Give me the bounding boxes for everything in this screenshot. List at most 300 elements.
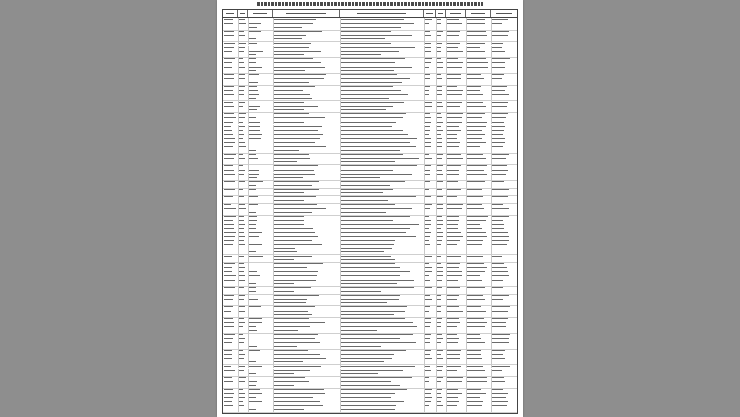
cell-text-mark [274,295,319,296]
cell-text-mark [341,259,395,260]
cell-text-mark [467,23,485,24]
table-cell [466,207,492,215]
column-header-text-mark [496,13,512,14]
cell-text-mark [467,350,481,351]
cell-text-mark [249,177,257,178]
cell-text-mark [437,358,443,359]
cell-text-mark [425,51,431,52]
cell-text-mark [467,216,488,217]
cell-text-mark [447,280,458,281]
table-cell [446,157,467,165]
cell-text-mark [447,322,460,323]
cell-text-mark [249,90,258,91]
cell-text-mark [274,389,324,390]
cell-text-mark [239,397,245,398]
cell-text-mark [274,212,312,213]
cell-text-mark [274,122,304,123]
cell-text-mark [224,318,233,319]
cell-text-mark [467,113,485,114]
cell-text-mark [467,354,481,355]
cell-text-mark [467,370,485,371]
cell-text-mark [492,256,502,257]
table-cell [223,286,239,294]
cell-text-mark [341,361,384,362]
cell-text-mark [437,196,443,197]
table-cell [273,145,341,153]
cell-text-mark [249,389,260,390]
cell-text-mark [467,220,486,221]
cell-text-mark [239,165,243,166]
cell-text-mark [341,78,410,79]
cell-text-mark [249,299,258,300]
cell-text-mark [274,248,295,249]
cell-text-mark [249,134,262,135]
cell-text-mark [447,189,461,190]
cell-text-mark [239,220,244,221]
cell-text-mark [467,342,485,343]
table-cell [223,298,239,306]
cell-text-mark [249,185,256,186]
cell-text-mark [492,405,507,406]
cell-text-mark [239,338,245,339]
cell-text-mark [447,244,457,245]
table-cell [340,34,425,42]
cell-text-mark [492,174,506,175]
cell-text-mark [425,102,432,103]
cell-text-mark [249,38,256,39]
cell-text-mark [425,358,432,359]
cell-text-mark [341,236,416,237]
cell-text-mark [239,350,243,351]
cell-text-mark [467,154,483,155]
cell-text-mark [274,189,319,190]
cell-text-mark [274,161,297,162]
cell-text-mark [467,401,483,402]
table-cell [273,207,341,215]
cell-text-mark [447,181,458,182]
cell-text-mark [467,51,485,52]
cell-text-mark [467,196,483,197]
cell-text-mark [447,19,459,20]
cell-text-mark [425,381,429,382]
cell-text-mark [492,90,505,91]
table-cell [340,357,425,365]
cell-text-mark [437,23,441,24]
cell-text-mark [425,271,432,272]
cell-text-mark [224,334,235,335]
cell-text-mark [467,47,480,48]
cell-text-mark [492,138,505,139]
table-cell [446,188,467,196]
cell-text-mark [341,200,388,201]
cell-text-mark [467,117,482,118]
table-cell [491,65,517,73]
cell-text-mark [239,326,243,327]
table-cell [273,93,341,101]
cell-text-mark [274,19,316,20]
cell-text-mark [447,94,462,95]
cell-text-mark [447,196,457,197]
cell-text-mark [224,130,232,131]
cell-text-mark [239,102,245,103]
cell-text-mark [425,74,430,75]
cell-text-mark [249,291,256,292]
cell-text-mark [437,366,443,367]
table-cell [466,243,492,254]
cell-text-mark [467,134,485,135]
table-cell [248,50,274,58]
cell-text-mark [447,43,460,44]
cell-text-mark [447,236,463,237]
cell-text-mark [467,174,487,175]
table-cell [340,173,425,181]
cell-text-mark [447,204,463,205]
cell-text-mark [239,232,244,233]
table-cell [223,278,239,286]
cell-text-mark [249,86,257,87]
cell-text-mark [447,58,458,59]
table-cell [491,105,517,113]
table-cell [223,254,239,262]
cell-text-mark [341,31,391,32]
cell-text-mark [274,74,326,75]
cell-text-mark [249,67,262,68]
table-cell [491,309,517,317]
cell-text-mark [492,299,503,300]
cell-text-mark [492,280,503,281]
cell-text-mark [425,244,430,245]
cell-text-mark [492,295,509,296]
cell-text-mark [425,181,430,182]
cell-text-mark [492,43,503,44]
cell-text-mark [467,338,481,339]
cell-text-mark [224,35,234,36]
table-cell [446,298,467,306]
cell-text-mark [447,216,459,217]
cell-text-mark [492,31,509,32]
cell-text-mark [341,381,391,382]
cell-text-mark [341,299,399,300]
table-cell [466,404,492,412]
cell-text-mark [447,90,463,91]
cell-text-mark [437,377,443,378]
cell-text-mark [437,401,441,402]
cell-text-mark [425,326,430,327]
table-cell [223,380,239,388]
cell-text-mark [492,94,509,95]
table-cell [223,243,239,254]
cell-text-mark [341,267,400,268]
table-cell [248,65,274,73]
cell-text-mark [274,70,305,71]
cell-text-mark [447,122,462,123]
cell-text-mark [492,51,505,52]
cell-text-mark [425,216,429,217]
cell-text-mark [437,224,443,225]
cell-text-mark [341,311,405,312]
cell-text-mark [249,170,259,171]
cell-text-mark [447,47,458,48]
cell-text-mark [447,350,461,351]
cell-text-mark [425,240,429,241]
table-cell [223,50,239,58]
cell-text-mark [437,256,441,257]
cell-text-mark [249,122,260,123]
cell-text-mark [239,67,245,68]
cell-text-mark [437,58,441,59]
cell-text-mark [437,90,442,91]
cell-text-mark [341,318,405,319]
table-cell [491,157,517,165]
cell-text-mark [249,350,260,351]
cell-text-mark [224,366,231,367]
cell-text-mark [425,322,431,323]
cell-text-mark [341,86,393,87]
table-cell [340,145,425,153]
cell-text-mark [274,86,315,87]
cell-text-mark [447,232,461,233]
cell-text-mark [239,47,245,48]
cell-text-mark [274,170,314,171]
cell-text-mark [447,62,463,63]
cell-text-mark [447,393,462,394]
cell-text-mark [274,405,323,406]
cell-text-mark [447,51,463,52]
table-cell [273,369,341,377]
table-header [223,10,517,18]
table-cell [446,357,467,365]
cell-text-mark [274,126,322,127]
cell-text-mark [224,350,232,351]
cell-text-mark [274,318,309,319]
cell-text-mark [224,204,231,205]
table-cell [491,34,517,42]
table-cell [446,369,467,377]
cell-text-mark [341,27,401,28]
table-cell [466,298,492,306]
cell-text-mark [224,381,233,382]
cell-text-mark [425,174,430,175]
cell-text-mark [249,51,263,52]
cell-text-mark [447,267,459,268]
document-title [223,1,517,8]
cell-text-mark [249,256,263,257]
cell-text-mark [467,86,481,87]
document-page[interactable] [217,0,523,417]
cell-text-mark [492,401,508,402]
table-cell [273,173,341,181]
cell-text-mark [274,334,318,335]
cell-text-mark [437,122,443,123]
cell-text-mark [425,113,430,114]
table-cell [446,93,467,101]
cell-text-mark [341,248,392,249]
table-cell [340,22,425,30]
cell-text-mark [274,181,319,182]
cell-text-mark [492,334,510,335]
cell-text-mark [249,346,257,347]
cell-text-mark [274,302,306,303]
cell-text-mark [341,109,386,110]
cell-text-mark [274,397,313,398]
cell-text-mark [249,117,256,118]
cell-text-mark [447,381,462,382]
table-cell [340,180,425,188]
cell-text-mark [224,311,231,312]
cell-text-mark [467,306,481,307]
cell-text-mark [249,62,256,63]
cell-text-mark [239,51,244,52]
cell-text-mark [239,170,245,171]
cell-text-mark [341,244,394,245]
cell-text-mark [249,174,259,175]
cell-text-mark [492,170,508,171]
cell-text-mark [425,62,431,63]
cell-text-mark [437,158,442,159]
cell-text-mark [249,275,260,276]
cell-text-mark [467,311,486,312]
table-cell [491,254,517,262]
cell-text-mark [224,267,232,268]
cell-text-mark [341,154,403,155]
cell-text-mark [239,342,244,343]
cell-text-mark [224,220,233,221]
column-header-9 [466,10,491,17]
cell-text-mark [467,334,480,335]
cell-text-mark [239,240,244,241]
cell-text-mark [492,216,509,217]
cell-text-mark [437,47,441,48]
table-cell [446,77,467,85]
cell-text-mark [492,342,509,343]
cell-text-mark [492,196,508,197]
cell-text-mark [425,106,432,107]
cell-text-mark [224,23,233,24]
cell-text-mark [425,350,431,351]
cell-text-mark [224,196,233,197]
cell-text-mark [224,158,234,159]
cell-text-mark [274,275,317,276]
cell-text-mark [224,19,233,20]
cell-text-mark [274,138,320,139]
cell-text-mark [224,370,235,371]
column-header-7 [436,10,446,17]
table-cell [273,105,341,113]
cell-text-mark [467,94,483,95]
cell-text-mark [425,306,430,307]
cell-text-mark [437,322,441,323]
cell-text-mark [447,113,463,114]
cell-text-mark [492,74,504,75]
column-header-6 [424,10,436,17]
cell-text-mark [447,287,460,288]
table-cell [273,188,341,196]
cell-text-mark [425,78,430,79]
cell-text-mark [249,224,256,225]
table-cell [491,207,517,215]
cell-text-mark [447,318,459,319]
cell-text-mark [274,106,318,107]
table-cell [446,254,467,262]
cell-text-mark [341,240,395,241]
table-cell [248,369,274,377]
cell-text-mark [492,58,510,59]
cell-text-mark [239,311,245,312]
cell-text-mark [274,220,304,221]
table-cell [223,22,239,30]
cell-text-mark [239,405,244,406]
cell-text-mark [492,271,508,272]
cell-text-mark [447,311,463,312]
cell-text-mark [341,122,396,123]
cell-text-mark [447,306,459,307]
cell-text-mark [224,389,233,390]
cell-text-mark [249,244,262,245]
cell-text-mark [224,393,234,394]
cell-text-mark [437,106,443,107]
cell-text-mark [447,31,460,32]
cell-text-mark [274,280,316,281]
cell-text-mark [447,130,461,131]
cell-text-mark [425,224,431,225]
cell-text-mark [239,377,246,378]
cell-text-mark [447,138,457,139]
table-cell [446,286,467,294]
cell-text-mark [249,381,257,382]
table-cell [340,298,425,306]
cell-text-mark [425,401,431,402]
table-cell [340,404,425,412]
table-cell [446,22,467,30]
cell-text-mark [274,240,312,241]
cell-text-mark [274,358,326,359]
cell-text-mark [224,31,234,32]
cell-text-mark [425,236,430,237]
cell-text-mark [437,78,442,79]
cell-text-mark [274,354,320,355]
cell-text-mark [467,405,482,406]
cell-text-mark [492,224,504,225]
cell-text-mark [447,240,460,241]
cell-text-mark [425,318,431,319]
table-cell [273,22,341,30]
cell-text-mark [274,283,294,284]
cell-text-mark [341,342,416,343]
cell-text-mark [249,330,257,331]
table-cell [466,357,492,365]
table-cell [340,77,425,85]
cell-text-mark [274,142,315,143]
cell-text-mark [341,181,405,182]
table-cell [446,380,467,388]
cell-text-mark [239,204,245,205]
cell-text-mark [239,117,245,118]
cell-text-mark [341,67,412,68]
cell-text-mark [425,267,432,268]
table-cell [466,380,492,388]
cell-text-mark [239,267,245,268]
cell-text-mark [492,102,508,103]
table-cell [273,298,341,306]
cell-text-mark [467,204,482,205]
cell-text-mark [425,58,432,59]
cell-text-mark [437,370,442,371]
cell-text-mark [224,134,233,135]
table-row [223,404,517,413]
table-cell [340,188,425,196]
cell-text-mark [341,350,406,351]
cell-text-mark [224,138,235,139]
